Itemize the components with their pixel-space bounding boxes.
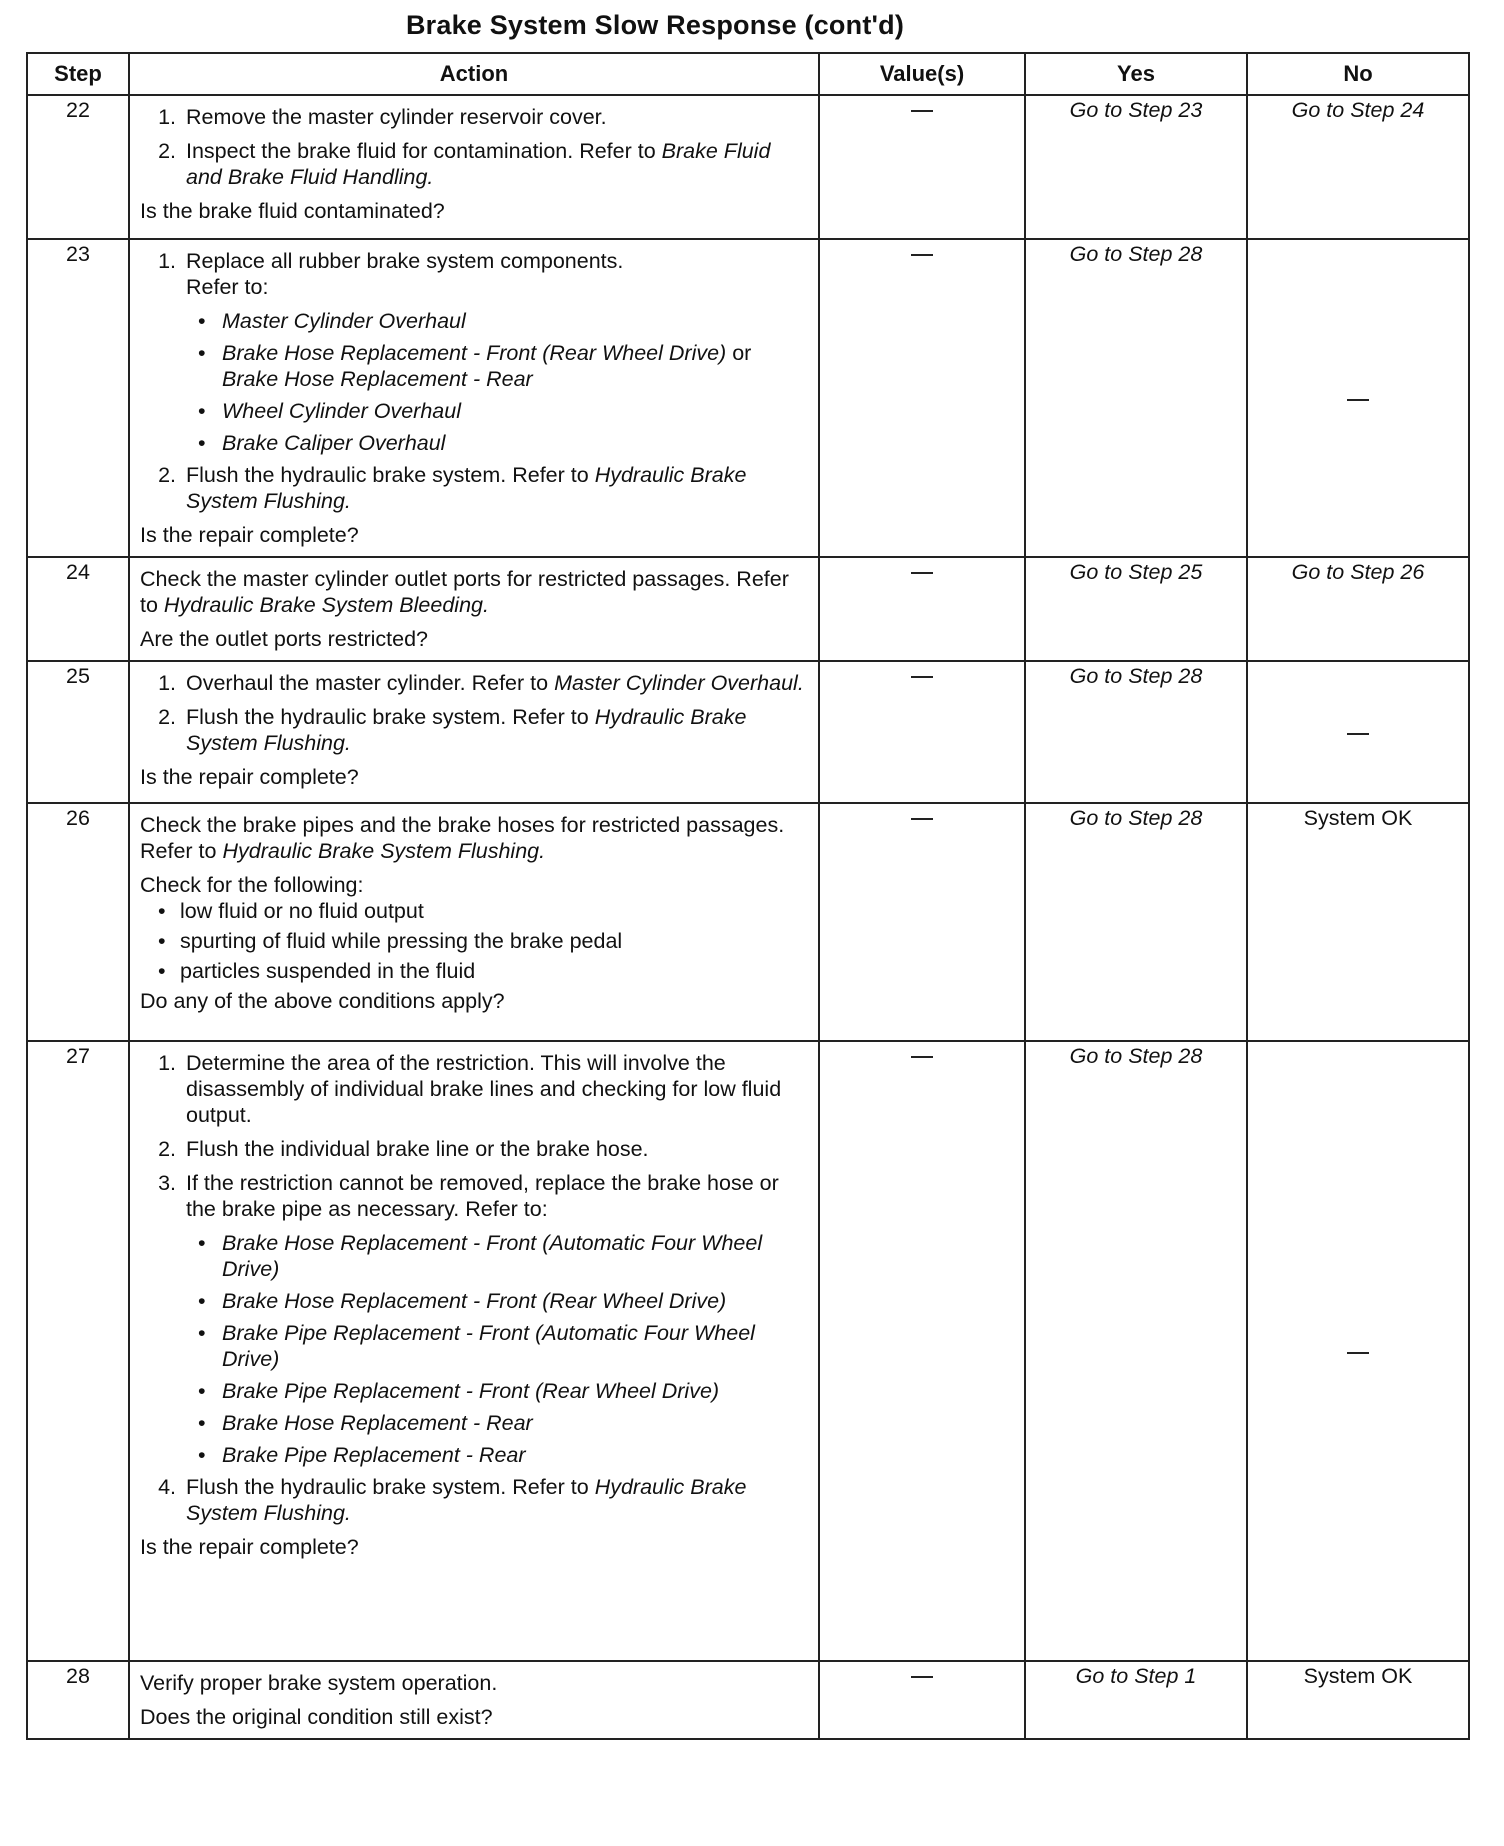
step-number: 26: [27, 803, 129, 1041]
question-text: Do any of the above conditions apply?: [140, 989, 505, 1013]
header-yes: Yes: [1025, 53, 1247, 95]
no-cell: [1247, 661, 1469, 803]
list-number: 1.: [158, 105, 176, 129]
list-number: 4.: [158, 1475, 176, 1499]
no-cell: [1247, 239, 1469, 557]
action-cell: [129, 239, 819, 557]
dash-mark: [1347, 733, 1369, 735]
step-number: 22: [27, 95, 129, 239]
dash-mark: [1347, 399, 1369, 401]
no-cell: Go to Step 24: [1247, 95, 1469, 239]
value-cell: [819, 557, 1025, 661]
list-number: 1.: [158, 1051, 176, 1075]
reference-link: Brake Hose Replacement - Front (Rear Wheel Drive): [222, 341, 727, 365]
reference-link: Brake Pipe Replacement - Rear: [222, 1443, 526, 1467]
table-row: [27, 239, 1469, 557]
action-cell: [129, 95, 819, 239]
table-row: [27, 95, 1469, 239]
action-text: Flush the hydraulic brake system. Refer to: [186, 463, 589, 487]
action-text: Refer to:: [186, 275, 269, 299]
action-text: Verify proper brake system operation.: [140, 1671, 498, 1695]
action-cell: [129, 1041, 819, 1661]
action-text: Flush the hydraulic brake system. Refer to: [186, 1475, 589, 1499]
question-text: Is the brake fluid contaminated?: [140, 199, 445, 223]
action-text: spurting of fluid while pressing the brake pedal: [180, 929, 623, 953]
reference-link: Brake Hose Replacement - Front (Automatic Four Wheel Drive): [222, 1231, 763, 1281]
list-number: 2.: [158, 139, 176, 163]
question-text: Is the repair complete?: [140, 765, 359, 789]
action-text: If the restriction cannot be removed, replace the brake hose or the brake pipe as necessary. Refer to:: [186, 1171, 779, 1221]
action-text: low fluid or no fluid output: [180, 899, 424, 923]
reference-link: Brake Fluid and Brake Fluid Handling.: [186, 139, 771, 189]
value-cell: [819, 1661, 1025, 1739]
action-cell: [129, 661, 819, 803]
yes-cell: Go to Step 28: [1025, 239, 1247, 557]
table-row: [27, 1041, 1469, 1661]
value-cell: [819, 661, 1025, 803]
action-text: particles suspended in the fluid: [180, 959, 476, 983]
no-cell: [1247, 1041, 1469, 1661]
reference-link: Hydraulic Brake System Flushing.: [222, 839, 546, 863]
reference-link: Wheel Cylinder Overhaul: [222, 399, 461, 423]
table-row: [27, 557, 1469, 661]
page-title: Brake System Slow Response (cont'd): [405, 10, 905, 40]
step-number: 27: [27, 1041, 129, 1661]
action-text: Flush the hydraulic brake system. Refer to: [186, 705, 589, 729]
question-text: Does the original condition still exist?: [140, 1705, 493, 1729]
bullet: •: [158, 959, 166, 983]
bullet: •: [198, 309, 206, 333]
action-text: or: [732, 341, 752, 365]
action-cell: [129, 803, 819, 1041]
value-cell: [819, 1041, 1025, 1661]
header-row: [27, 53, 1469, 95]
bullet: •: [198, 1379, 206, 1403]
table-row: [27, 803, 1469, 1041]
bullet: •: [198, 399, 206, 423]
header-action: Action: [129, 53, 819, 95]
table-row: [27, 661, 1469, 803]
dash-mark: [911, 1056, 933, 1058]
list-number: 2.: [158, 1137, 176, 1161]
action-text: Check for the following:: [140, 873, 364, 897]
dash-mark: [911, 676, 933, 678]
action-cell: [129, 1661, 819, 1739]
bullet: •: [198, 1289, 206, 1313]
yes-cell: Go to Step 1: [1025, 1661, 1247, 1739]
bullet: •: [198, 1411, 206, 1435]
action-text: Determine the area of the restriction. This will involve the disassembly of individual brake lines and checking for low fluid output.: [186, 1051, 782, 1127]
reference-link: Brake Hose Replacement - Rear: [222, 367, 533, 391]
reference-link: Hydraulic Brake System Flushing.: [186, 1475, 747, 1525]
question-text: Is the repair complete?: [140, 1535, 359, 1559]
dash-mark: [1347, 1352, 1369, 1354]
action-text: Inspect the brake fluid for contamination. Refer to: [186, 139, 656, 163]
reference-link: Brake Pipe Replacement - Front (Rear Wheel Drive): [222, 1379, 720, 1403]
yes-cell: Go to Step 28: [1025, 661, 1247, 803]
action-text: Flush the individual brake line or the brake hose.: [186, 1137, 649, 1161]
list-number: 2.: [158, 705, 176, 729]
action-text: Check the brake pipes and the brake hoses for restricted passages. Refer to: [140, 813, 785, 863]
no-cell: System OK: [1247, 803, 1469, 1041]
action-text: Remove the master cylinder reservoir cover.: [186, 105, 607, 129]
value-cell: [819, 95, 1025, 239]
no-cell: System OK: [1247, 1661, 1469, 1739]
reference-link: Brake Pipe Replacement - Front (Automatic Four Wheel Drive): [222, 1321, 755, 1371]
reference-link: Brake Hose Replacement - Front (Rear Wheel Drive): [222, 1289, 727, 1313]
value-cell: [819, 239, 1025, 557]
bullet: •: [198, 1231, 206, 1255]
yes-cell: Go to Step 25: [1025, 557, 1247, 661]
header-values: Value(s): [819, 53, 1025, 95]
step-number: 28: [27, 1661, 129, 1739]
reference-link: Master Cylinder Overhaul: [222, 309, 466, 333]
bullet: •: [198, 341, 206, 365]
header-step: Step: [27, 53, 129, 95]
reference-link: Brake Hose Replacement - Rear: [222, 1411, 533, 1435]
list-number: 2.: [158, 463, 176, 487]
bullet: •: [198, 431, 206, 455]
action-text: Replace all rubber brake system components.: [186, 249, 624, 273]
step-number: 23: [27, 239, 129, 557]
yes-cell: Go to Step 28: [1025, 1041, 1247, 1661]
header-no: No: [1247, 53, 1469, 95]
table-row: [27, 1661, 1469, 1739]
action-text: Check the master cylinder outlet ports for restricted passages. Refer to: [140, 567, 789, 617]
value-cell: [819, 803, 1025, 1041]
bullet: •: [198, 1321, 206, 1345]
bullet: •: [158, 929, 166, 953]
reference-link: Brake Caliper Overhaul: [222, 431, 446, 455]
list-number: 3.: [158, 1171, 176, 1195]
list-number: 1.: [158, 671, 176, 695]
question-text: Is the repair complete?: [140, 523, 359, 547]
dash-mark: [911, 110, 933, 112]
list-number: 1.: [158, 249, 176, 273]
reference-link: Hydraulic Brake System Flushing.: [186, 705, 747, 755]
action-text: Overhaul the master cylinder. Refer to: [186, 671, 549, 695]
step-number: 25: [27, 661, 129, 803]
yes-cell: Go to Step 28: [1025, 803, 1247, 1041]
reference-link: Hydraulic Brake System Bleeding.: [163, 593, 489, 617]
question-text: Are the outlet ports restricted?: [140, 627, 429, 651]
reference-link: Master Cylinder Overhaul.: [554, 671, 804, 695]
no-cell: Go to Step 26: [1247, 557, 1469, 661]
diagnostic-table: [26, 52, 1470, 1740]
dash-mark: [911, 1676, 933, 1678]
dash-mark: [911, 818, 933, 820]
yes-cell: Go to Step 23: [1025, 95, 1247, 239]
dash-mark: [911, 254, 933, 256]
action-cell: [129, 557, 819, 661]
bullet: •: [158, 899, 166, 923]
dash-mark: [911, 572, 933, 574]
step-number: 24: [27, 557, 129, 661]
reference-link: Hydraulic Brake System Flushing.: [186, 463, 747, 513]
bullet: •: [198, 1443, 206, 1467]
